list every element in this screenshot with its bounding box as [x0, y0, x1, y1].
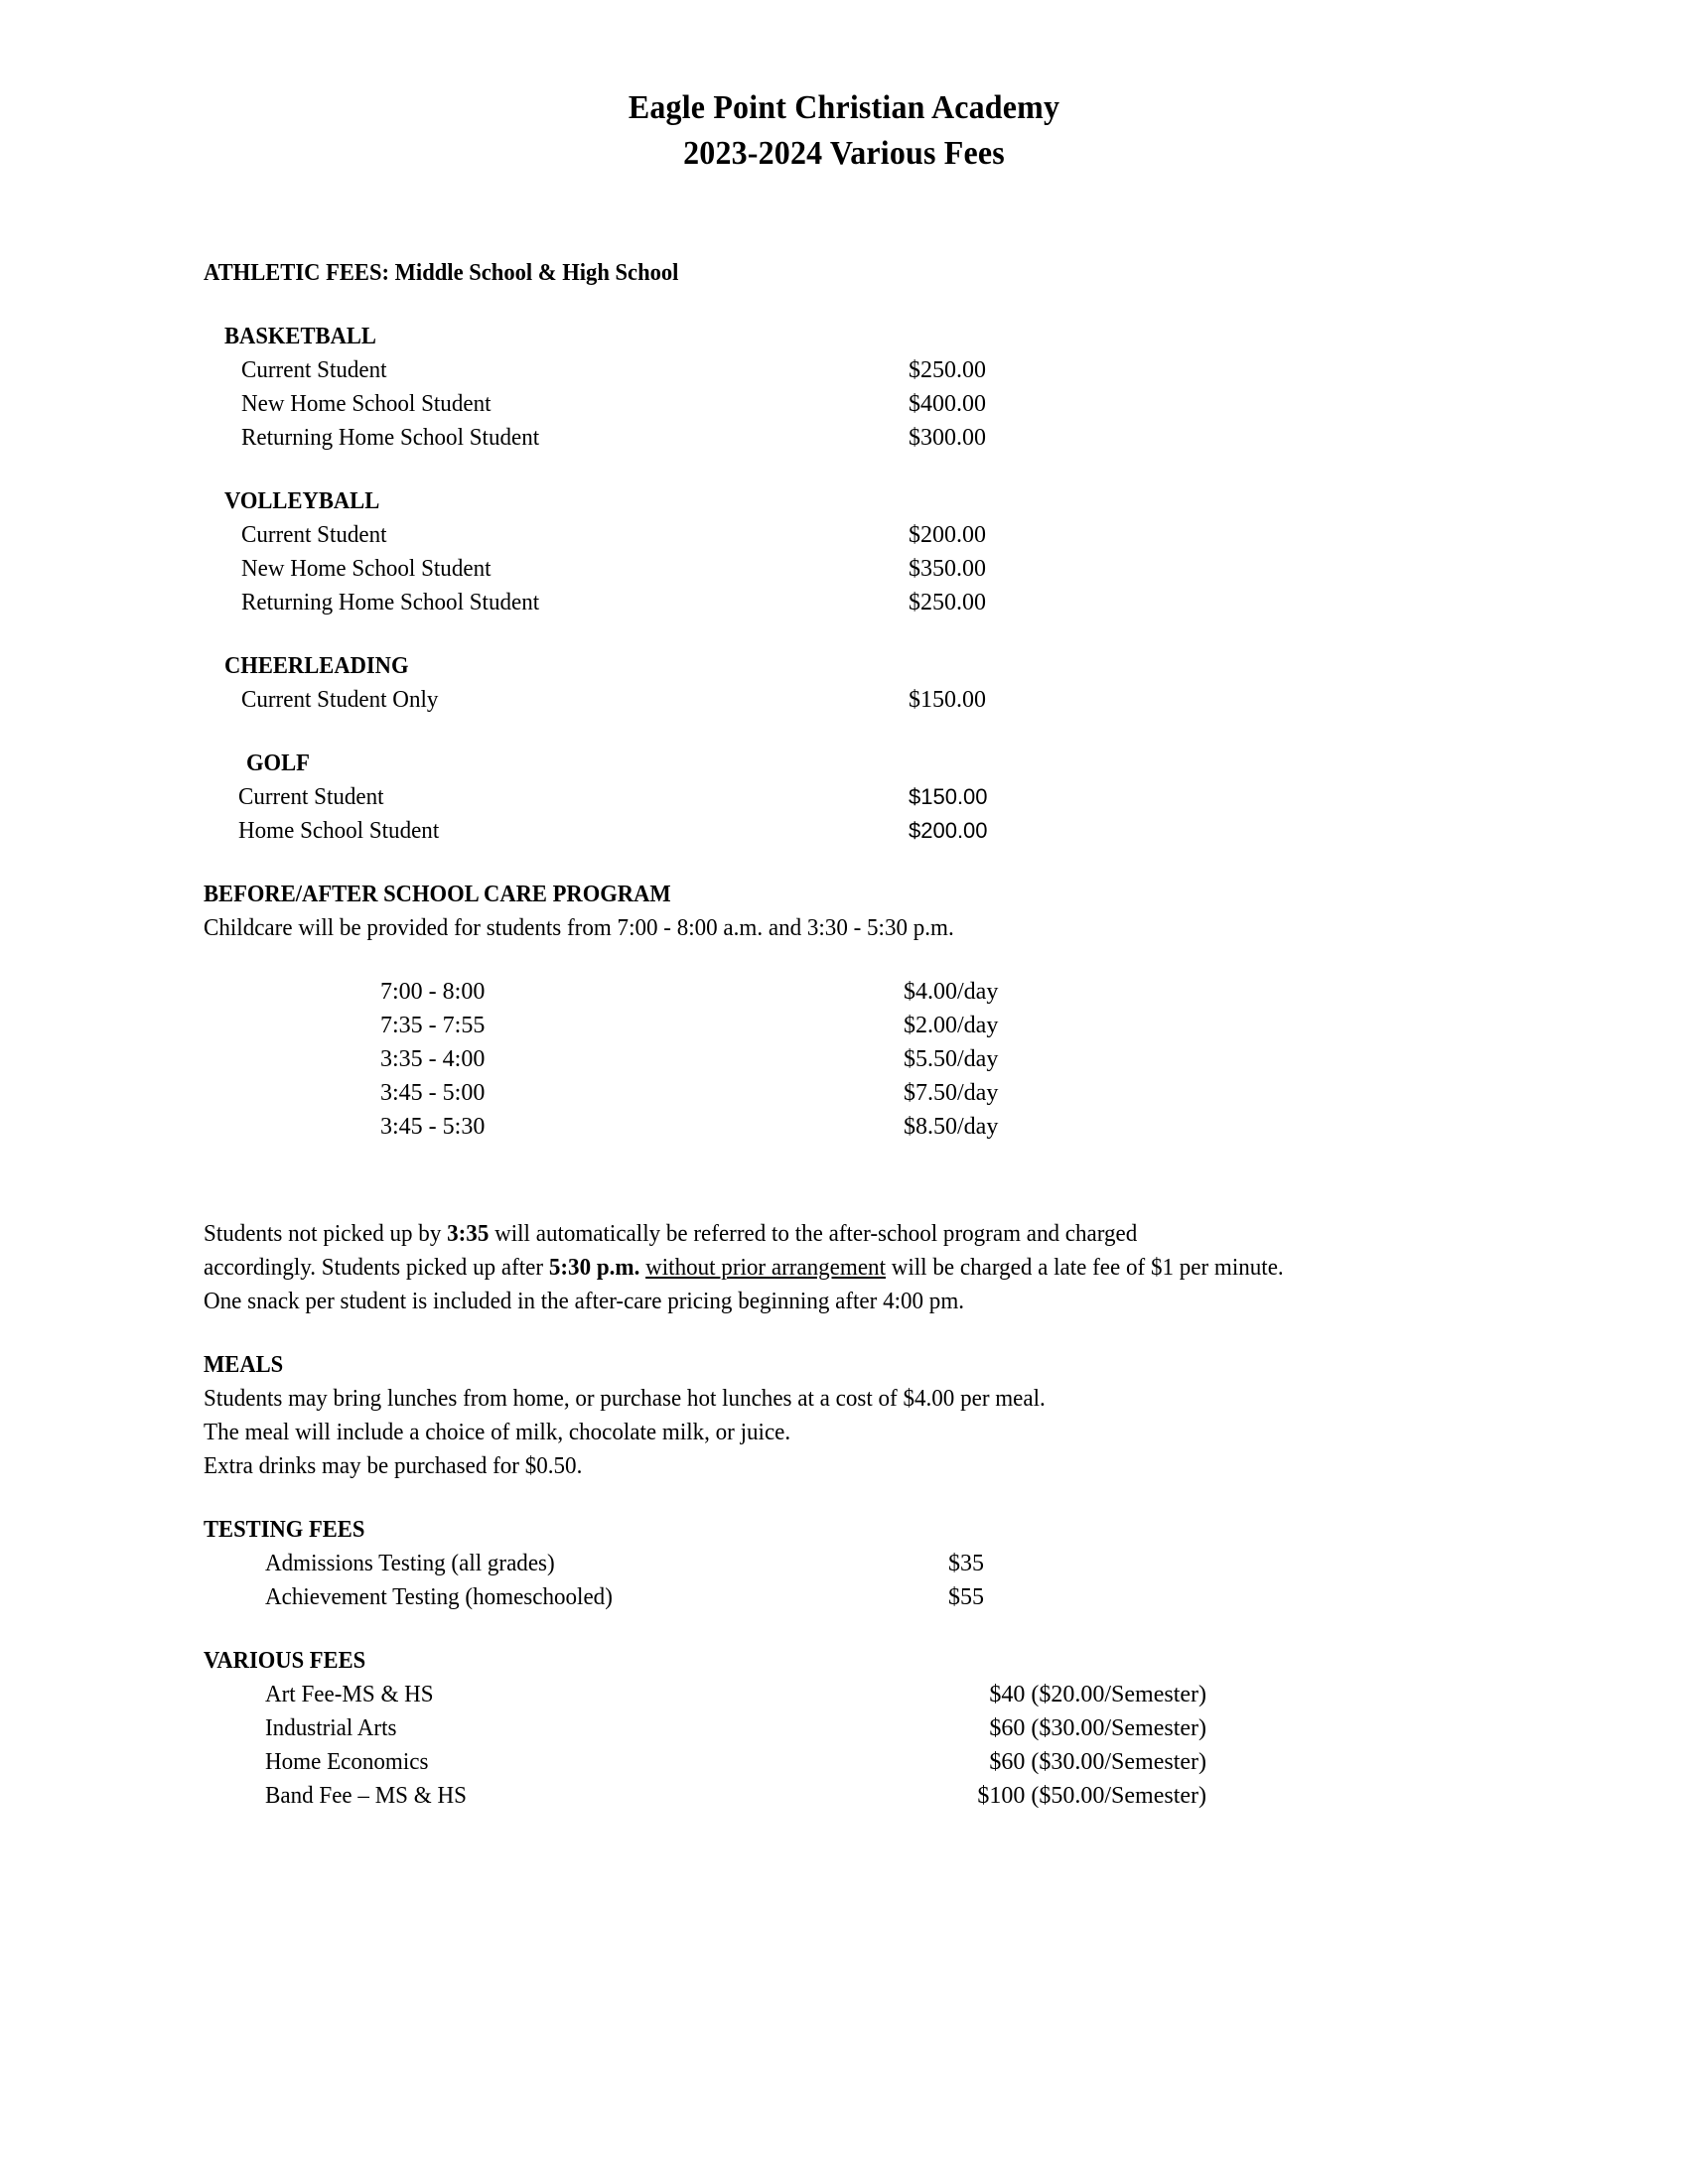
fee-label: New Home School Student: [241, 556, 492, 582]
fee-label: Home School Student: [238, 818, 440, 844]
time-rate-price: $8.50/day: [904, 1114, 999, 1140]
meals-line-2: The meal will include a choice of milk, chocolate milk, or juice.: [204, 1420, 791, 1445]
various-fees-table: [204, 1678, 1589, 1813]
fee-row: [204, 586, 1589, 619]
fee-price: $200.00: [909, 818, 988, 843]
various-fee-row: [204, 1779, 1589, 1813]
time-range-label: 3:35 - 4:00: [380, 1046, 486, 1072]
time-range-label: 3:45 - 5:00: [380, 1080, 486, 1106]
fee-price: $250.00: [909, 590, 986, 615]
various-fee-price: $60 ($30.00/Semester): [989, 1715, 1206, 1741]
testing-fee-row: [204, 1547, 1589, 1580]
sport-block-cheerleading: [204, 649, 1589, 717]
fee-row: [204, 780, 1589, 814]
various-fee-price: $100 ($50.00/Semester): [977, 1783, 1206, 1809]
title-line-school-name: Eagle Point Christian Academy: [628, 89, 1060, 126]
time-rate-row: [204, 1076, 1589, 1110]
various-fee-label: Band Fee – MS & HS: [265, 1783, 467, 1809]
various-fee-label: Art Fee-MS & HS: [265, 1682, 434, 1707]
fee-row: [204, 683, 1589, 717]
various-fee-price: $60 ($30.00/Semester): [989, 1749, 1206, 1775]
note-bold-time: 5:30 p.m.: [548, 1255, 640, 1281]
fee-row: [204, 814, 1589, 848]
various-fee-row: [204, 1711, 1589, 1745]
time-rate-row: [204, 1009, 1589, 1042]
note-text: will automatically be referred to the after-school program and charged: [489, 1221, 1138, 1247]
time-range-label: 3:45 - 5:30: [380, 1114, 486, 1140]
note-underlined-phrase: without prior arrangement: [645, 1255, 886, 1281]
title-line-year-subject: 2023-2024 Various Fees: [683, 135, 1005, 172]
testing-fees-table: [204, 1547, 1589, 1614]
time-rate-price: $2.00/day: [904, 1013, 999, 1038]
fee-row: [204, 552, 1589, 586]
note-text: accordingly. Students picked up after: [204, 1255, 549, 1281]
time-rate-price: $5.50/day: [904, 1046, 999, 1072]
sport-block-golf: [204, 747, 1589, 848]
fee-row: [204, 353, 1589, 387]
section-heading-meals: MEALS: [204, 1352, 284, 1378]
fee-price: $150.00: [909, 687, 986, 713]
fee-label: Returning Home School Student: [241, 590, 540, 615]
section-heading-care-program: BEFORE/AFTER SCHOOL CARE PROGRAM: [204, 882, 671, 907]
meals-line-1: Students may bring lunches from home, or purchase hot lunches at a cost of $4.00 per meal.: [204, 1386, 1046, 1412]
section-heading-athletic-fees: ATHLETIC FEES: Middle School & High School: [204, 260, 679, 286]
fee-label: Current Student: [241, 357, 387, 383]
document-body: [0, 256, 1688, 1813]
care-program-note-line-2: [204, 1251, 1533, 1285]
fee-price: $150.00: [909, 784, 988, 809]
testing-fee-label: Achievement Testing (homeschooled): [265, 1584, 613, 1610]
care-program-rate-table: [204, 975, 1589, 1144]
fee-label: Current Student Only: [241, 687, 439, 713]
section-heading-various-fees: VARIOUS FEES: [204, 1648, 366, 1674]
section-heading-testing-fees: TESTING FEES: [204, 1517, 365, 1543]
fee-price: $300.00: [909, 425, 986, 451]
note-bold-time: 3:35: [447, 1221, 490, 1247]
various-fee-label: Industrial Arts: [265, 1715, 397, 1741]
time-rate-price: $7.50/day: [904, 1080, 999, 1106]
fee-label: Returning Home School Student: [241, 425, 540, 451]
care-program-intro: Childcare will be provided for students from 7:00 - 8:00 a.m. and 3:30 - 5:30 p.m.: [204, 915, 954, 941]
fee-price: $350.00: [909, 556, 986, 582]
fee-price: $400.00: [909, 391, 986, 417]
time-range-label: 7:00 - 8:00: [380, 979, 486, 1005]
care-program-note-line-1: [204, 1217, 1533, 1251]
meals-line-3: Extra drinks may be purchased for $0.50.: [204, 1453, 583, 1479]
fee-row: [204, 387, 1589, 421]
various-fee-price: $40 ($20.00/Semester): [989, 1682, 1206, 1707]
testing-fee-price: $35: [948, 1551, 984, 1576]
various-fee-label: Home Economics: [265, 1749, 429, 1775]
time-rate-row: [204, 1110, 1589, 1144]
various-fee-row: [204, 1678, 1589, 1711]
fee-row: [204, 518, 1589, 552]
fee-row: [204, 421, 1589, 455]
testing-fee-price: $55: [948, 1584, 984, 1610]
sport-heading-golf: GOLF: [246, 751, 310, 776]
various-fee-row: [204, 1745, 1589, 1779]
sport-heading-basketball: BASKETBALL: [224, 324, 376, 349]
time-range-label: 7:35 - 7:55: [380, 1013, 486, 1038]
sport-heading-volleyball: VOLLEYBALL: [224, 488, 380, 514]
fee-price: $250.00: [909, 357, 986, 383]
fee-label: Current Student: [241, 522, 387, 548]
time-rate-row: [204, 1042, 1589, 1076]
care-program-note-line-3: One snack per student is included in the after-care pricing beginning after 4:00 pm.: [204, 1289, 965, 1314]
sport-heading-cheerleading: CHEERLEADING: [224, 653, 409, 679]
time-rate-price: $4.00/day: [904, 979, 999, 1005]
testing-fee-label: Admissions Testing (all grades): [265, 1551, 555, 1576]
time-rate-row: [204, 975, 1589, 1009]
sport-block-volleyball: [204, 484, 1589, 619]
sport-block-basketball: [204, 320, 1589, 455]
note-text: Students not picked up by: [204, 1221, 448, 1247]
fee-label: Current Student: [238, 784, 384, 810]
note-text: will be charged a late fee of $1 per minute.: [885, 1255, 1284, 1281]
fee-label: New Home School Student: [241, 391, 492, 417]
fee-price: $200.00: [909, 522, 986, 548]
document-title: [0, 85, 1688, 177]
testing-fee-row: [204, 1580, 1589, 1614]
